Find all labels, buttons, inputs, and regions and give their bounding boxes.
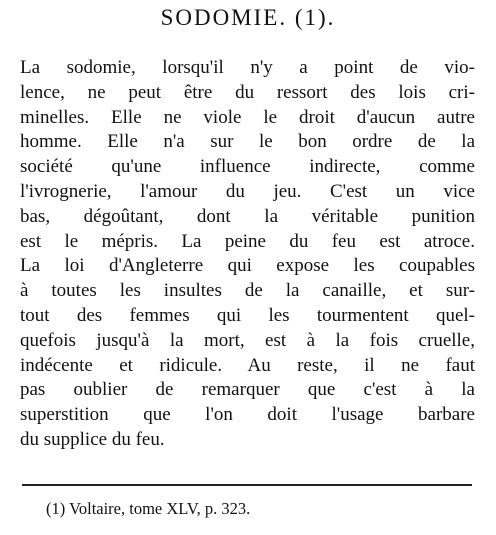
text-line: homme. Elle n'a sur le bon ordre de la xyxy=(20,131,475,153)
text-line: lence, ne peut être du ressort des lois cri- xyxy=(20,81,475,103)
text-line: l'ivrognerie, l'amour du jeu. C'est un vice xyxy=(20,180,475,202)
text-line: tout des femmes qui les tourmentent quel- xyxy=(20,304,475,326)
footnote-divider xyxy=(22,484,472,486)
text-line: superstition que l'on doit l'usage barbare xyxy=(20,404,475,426)
section-title: SODOMIE. (1). xyxy=(160,5,336,30)
footnote: (1) Voltaire, tome XLV, p. 323. xyxy=(46,499,251,518)
text-line: La loi d'Angleterre qui expose les coupables xyxy=(20,255,475,277)
text-line: du supplice du feu. xyxy=(20,428,165,450)
text-line: indécente et ridicule. Au reste, il ne faut xyxy=(20,354,475,376)
text-line: quefois jusqu'à la mort, est à la fois cruelle, xyxy=(20,329,475,351)
text-line: société qu'une influence indirecte, comme xyxy=(20,156,475,178)
text-line: à toutes les insultes de la canaille, et sur- xyxy=(20,280,475,302)
text-line: bas, dégoûtant, dont la véritable punition xyxy=(20,205,475,227)
text-line: pas oublier de remarquer que c'est à la xyxy=(20,379,475,401)
text-line: minelles. Elle ne viole le droit d'aucun autre xyxy=(20,106,475,128)
text-line: est le mépris. La peine du feu est atroce. xyxy=(20,230,475,252)
text-line: La sodomie, lorsqu'il n'y a point de vio- xyxy=(20,57,475,78)
body-paragraph xyxy=(20,56,475,453)
